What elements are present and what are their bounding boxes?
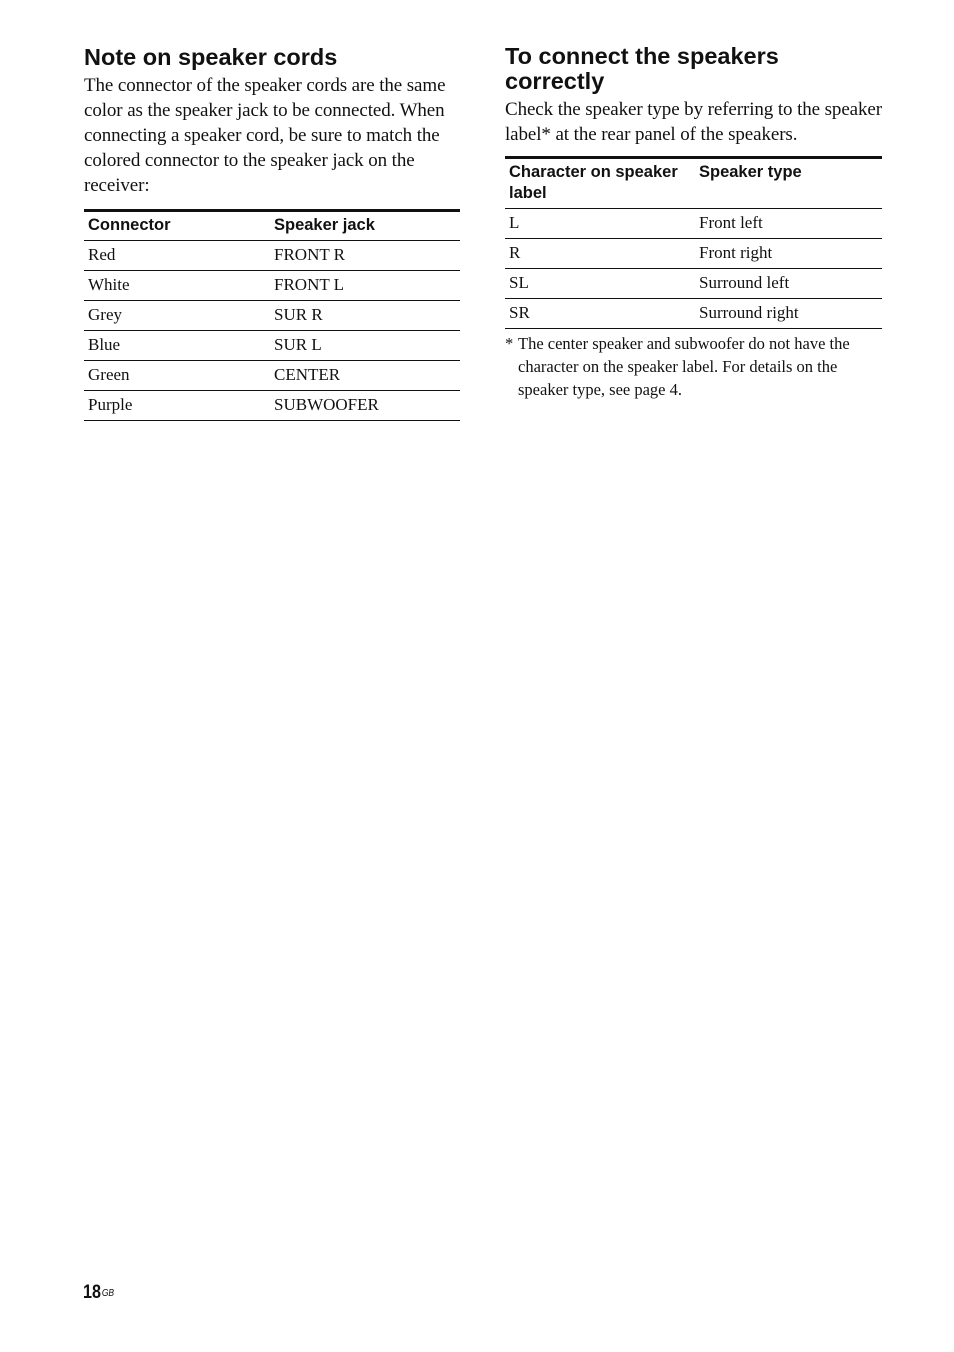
connector-table: [84, 209, 460, 421]
table-row: [84, 331, 460, 361]
section-heading-connect-speakers: To connect the speakers correctly: [505, 43, 779, 94]
section-paragraph-connect-speakers: Check the speaker type by referring to the speaker label* at the rear panel of the speakers.: [505, 99, 882, 145]
left-column: [84, 44, 460, 421]
table-row: [84, 241, 460, 271]
footnote: [505, 332, 882, 401]
column-header-speaker-jack: Speaker jack: [270, 211, 460, 241]
cell-connector: Green: [84, 361, 270, 391]
cell-speaker-type: Surround right: [695, 299, 882, 329]
cell-speaker-jack: CENTER: [270, 361, 460, 391]
cell-character: SR: [505, 299, 695, 329]
cell-speaker-type: Surround left: [695, 269, 882, 299]
cell-speaker-type: Front right: [695, 239, 882, 269]
cell-speaker-jack: SUR R: [270, 301, 460, 331]
cell-character: L: [505, 209, 695, 239]
footnote-mark: *: [505, 334, 514, 353]
table-row: [84, 301, 460, 331]
table-header-row: [505, 158, 882, 209]
page-number-suffix: GB: [101, 1288, 115, 1299]
cell-connector: Blue: [84, 331, 270, 361]
column-header-character: Character on speaker label: [505, 158, 695, 209]
cell-speaker-type: Front left: [695, 209, 882, 239]
table-header-row: [84, 211, 460, 241]
page-number: [83, 1281, 114, 1305]
section-paragraph-speaker-cords: The connector of the speaker cords are the same color as the speaker jack to be connected. When connecting a speaker cord, be sure to match the colored connector to the speaker jack on the receiver:: [84, 75, 446, 196]
table-row: [505, 299, 882, 329]
table-row: [84, 391, 460, 421]
table-row: [505, 239, 882, 269]
column-header-speaker-type: Speaker type: [695, 158, 882, 209]
table-row: [84, 361, 460, 391]
page-number-value: 18: [83, 1282, 101, 1303]
cell-connector: Grey: [84, 301, 270, 331]
cell-character: SL: [505, 269, 695, 299]
table-row: [505, 269, 882, 299]
cell-speaker-jack: SUR L: [270, 331, 460, 361]
speaker-type-table: [505, 156, 882, 329]
cell-speaker-jack: FRONT R: [270, 241, 460, 271]
column-header-connector: Connector: [84, 211, 270, 241]
cell-character: R: [505, 239, 695, 269]
table-row: [84, 271, 460, 301]
cell-speaker-jack: SUBWOOFER: [270, 391, 460, 421]
right-column: [505, 44, 882, 401]
cell-speaker-jack: FRONT L: [270, 271, 460, 301]
section-heading-speaker-cords: Note on speaker cords: [84, 44, 338, 70]
cell-connector: Purple: [84, 391, 270, 421]
table-row: [505, 209, 882, 239]
cell-connector: White: [84, 271, 270, 301]
footnote-text: The center speaker and subwoofer do not have the character on the speaker label. For details on the speaker type, see page 4.: [518, 334, 850, 399]
cell-connector: Red: [84, 241, 270, 271]
